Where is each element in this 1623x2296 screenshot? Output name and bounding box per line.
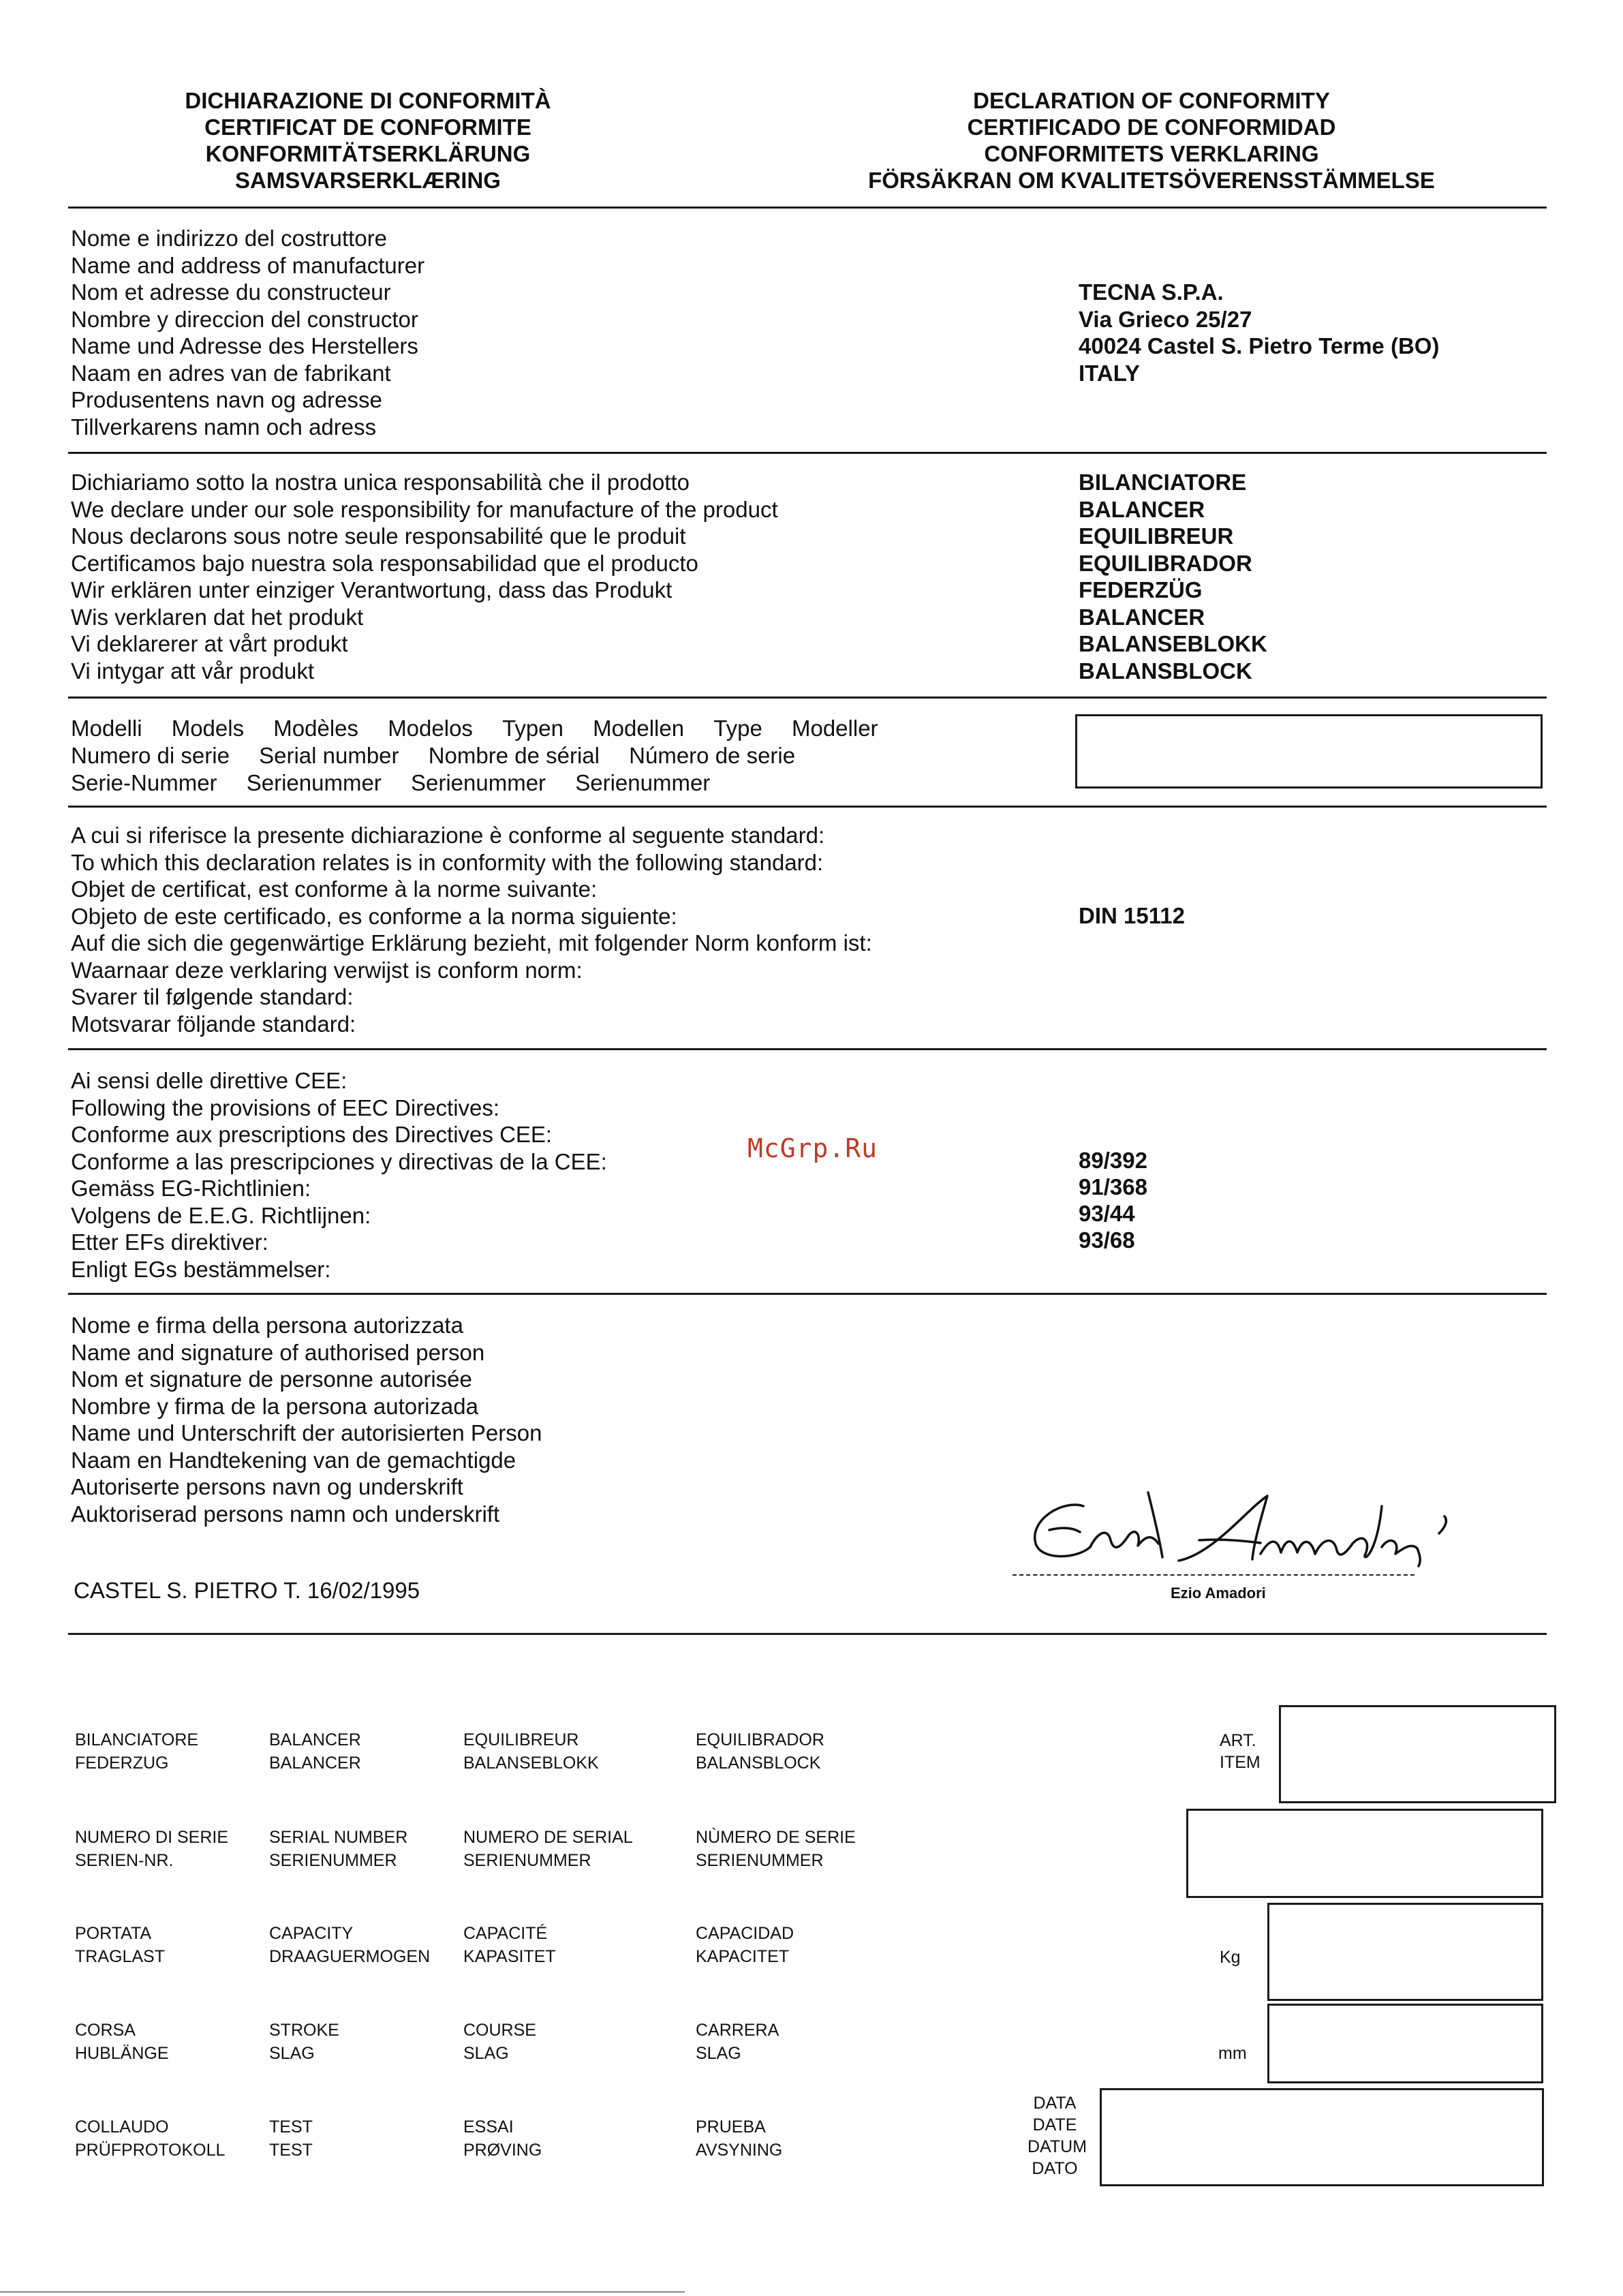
form-cell <box>463 1922 556 1968</box>
product-value: FEDERZÜG <box>1079 577 1203 602</box>
manufacturer-value: ITALY <box>1079 360 1140 386</box>
serial-token: Serial number <box>259 743 399 768</box>
form-cell <box>463 2019 536 2065</box>
form-cell <box>269 1826 407 1872</box>
form-cell <box>269 2115 313 2162</box>
manufacturer-label: Nombre y direccion del constructor <box>71 306 418 332</box>
form-label: STROKE <box>269 2021 339 2040</box>
section-divider <box>68 697 1547 699</box>
form-label: CAPACITY <box>269 1924 354 1943</box>
header-left-line: CERTIFICAT DE CONFORMITE <box>204 114 531 140</box>
capacity-box[interactable] <box>1267 1903 1543 2001</box>
form-label: ESSAI <box>463 2117 514 2137</box>
form-label: CAPACIDAD <box>696 1924 794 1943</box>
section-divider <box>68 206 1547 209</box>
manufacturer-value: Via Grieco 25/27 <box>1079 306 1252 332</box>
product-label: Wis verklaren dat het produkt <box>71 604 364 630</box>
signature-label: Auktoriserad persons namn och underskrift <box>71 1501 500 1527</box>
product-label: Wir erklären unter einziger Verantwortung, dass das Produkt <box>71 577 673 602</box>
section-divider <box>68 452 1547 454</box>
signatory-name: Ezio Amadori <box>1171 1585 1266 1602</box>
watermark-text: McGrp.Ru <box>747 1133 878 1163</box>
standard-labels <box>71 822 872 1037</box>
product-label: Dichiariamo sotto la nostra unica responsabilità che il prodotto <box>71 470 690 495</box>
unit-label: mm <box>1218 2044 1247 2063</box>
directive-number: 93/68 <box>1079 1227 1135 1253</box>
header-right-line: CONFORMITETS VERKLARING <box>984 141 1319 166</box>
place-and-date: CASTEL S. PIETRO T. 16/02/1995 <box>74 1578 420 1603</box>
scan-edge-line <box>0 2291 685 2293</box>
section-divider <box>68 806 1547 808</box>
stroke-box[interactable] <box>1267 2004 1543 2083</box>
form-cell <box>696 2115 782 2162</box>
header-right-line: FÖRSÄKRAN OM KVALITETSÖVERENSSTÄMMELSE <box>868 168 1435 193</box>
form-cell <box>463 1728 599 1775</box>
form-label: PRUEBA <box>696 2117 766 2137</box>
form-label: COLLAUDO <box>75 2117 169 2137</box>
manufacturer-label: Produsentens navn og adresse <box>71 387 382 412</box>
serial-token: Serienummer <box>575 770 711 795</box>
directive-number: 93/44 <box>1079 1201 1135 1226</box>
header-right-line: DECLARATION OF CONFORMITY <box>973 88 1330 113</box>
form-label: BILANCIATORE <box>75 1730 199 1749</box>
form-cell <box>75 1728 198 1775</box>
signature-label: Name und Unterschrift der autorisierten Person <box>71 1420 542 1445</box>
form-label: PORTATA <box>75 1924 152 1943</box>
product-label: Certificamos bajo nuestra sola responsabilidad que el producto <box>71 550 698 576</box>
models-token: Modelos <box>388 716 473 741</box>
model-serial-box[interactable] <box>1075 714 1543 789</box>
header-left-line: DICHIARAZIONE DI CONFORMITÀ <box>185 88 551 113</box>
manufacturer-labels <box>71 225 424 440</box>
product-value: BALANCER <box>1079 496 1205 522</box>
manufacturer-label: Name und Adresse des Herstellers <box>71 333 418 358</box>
form-cell <box>269 1728 361 1775</box>
unit-label: DATUM <box>1027 2137 1087 2156</box>
standard-label: Svarer til følgende standard: <box>71 984 354 1009</box>
directive-labels <box>71 1067 607 1283</box>
form-label: SERIENUMMER <box>463 1851 591 1870</box>
form-label: PRØVING <box>463 2141 542 2160</box>
date-box[interactable] <box>1100 2088 1544 2186</box>
product-label: Vi intygar att vår produkt <box>71 658 315 684</box>
unit-label: DATA <box>1033 2094 1077 2113</box>
form-label: TEST <box>269 2141 313 2160</box>
form-label: TRAGLAST <box>75 1947 165 1966</box>
form-cell <box>463 1826 633 1872</box>
form-label: BALANSEBLOKK <box>463 1754 599 1773</box>
product-value: BALANSBLOCK <box>1079 658 1252 684</box>
serial-token: Nombre de sérial <box>428 743 600 768</box>
manufacturer-label: Name and address of manufacturer <box>71 252 425 278</box>
product-label: Nous declarons sous notre seule responsabilité que le produit <box>71 523 686 549</box>
form-label: SLAG <box>696 2044 741 2063</box>
manufacturer-value: TECNA S.P.A. <box>1079 279 1224 305</box>
serial-row <box>71 743 818 769</box>
manufacturer-label: Nom et adresse du constructeur <box>71 279 391 305</box>
signature-label: Nome e firma della persona autorizzata <box>71 1313 463 1338</box>
directive-label: Ai sensi delle direttive CEE: <box>71 1068 347 1093</box>
models-token: Type <box>713 716 762 741</box>
form-label: NÙMERO DE SERIE <box>696 1828 856 1847</box>
models-token: Typen <box>502 716 563 741</box>
product-value: BALANCER <box>1079 604 1205 630</box>
directive-label: Etter EFs direktiver: <box>71 1229 268 1255</box>
standard-label: Objeto de este certificado, es conforme a la norma siguiente: <box>71 903 677 929</box>
standard-label: A cui si riferisce la presente dichiarazione è conforme al seguente standard: <box>71 823 825 848</box>
form-label: SERIEN-NR. <box>75 1851 174 1870</box>
form-label: NUMERO DI SERIE <box>75 1828 229 1847</box>
directive-label: Following the provisions of EEC Directives: <box>71 1095 500 1120</box>
form-cell <box>75 2115 225 2162</box>
serial-token: Serie-Nummer <box>71 770 217 795</box>
product-label: Vi deklarerer at vårt produkt <box>71 631 348 656</box>
standard-label: Motsvarar följande standard: <box>71 1011 356 1037</box>
serial-token: Numero di serie <box>71 743 230 768</box>
models-token: Modelli <box>71 716 142 741</box>
directive-values <box>1079 1147 1147 1253</box>
form-label: SLAG <box>463 2044 509 2063</box>
signature-label: Nom et signature de personne autorisée <box>71 1366 472 1392</box>
form-label: SERIENUMMER <box>696 1851 824 1870</box>
product-value: BALANSEBLOKK <box>1079 631 1267 656</box>
form-cell <box>269 2019 339 2065</box>
form-label: HUBLÄNGE <box>75 2044 169 2063</box>
form-label: SERIAL NUMBER <box>269 1828 408 1847</box>
form-cell <box>696 1728 824 1775</box>
serial-token: Número de serie <box>629 743 796 768</box>
form-label: CORSA <box>75 2021 136 2040</box>
form-cell <box>75 1826 228 1872</box>
models-token: Models <box>171 716 245 741</box>
serial-token: Serienummer <box>246 770 382 795</box>
signature-line <box>1013 1574 1415 1576</box>
standard-label: Waarnaar deze verklaring verwijst is conform norm: <box>71 957 583 983</box>
signature-label: Naam en Handtekening van de gemachtigde <box>71 1447 516 1473</box>
form-label: DRAAGUERMOGEN <box>269 1947 431 1966</box>
form-label: BALANCER <box>269 1754 361 1773</box>
standard-value <box>1079 902 1185 930</box>
unit-label: DATO <box>1032 2159 1078 2178</box>
unit-label: ITEM <box>1220 1753 1261 1772</box>
form-label: KAPACITET <box>696 1947 790 1966</box>
form-label: AVSYNING <box>696 2141 783 2160</box>
form-label: CARRERA <box>696 2021 779 2040</box>
manufacturer-label: Naam en adres van de fabrikant <box>71 360 391 386</box>
stroke-unit <box>1218 2042 1247 2064</box>
product-label: We declare under our sole responsibility for manufacture of the product <box>71 496 778 522</box>
standard-code: DIN 15112 <box>1079 903 1185 928</box>
form-label: SLAG <box>269 2044 315 2063</box>
header-left-line: KONFORMITÄTSERKLÄRUNG <box>205 141 531 166</box>
form-label: EQUILIBREUR <box>463 1730 579 1749</box>
header-left-line: SAMSVARSERKLÆRING <box>235 168 501 193</box>
item-box[interactable] <box>1279 1705 1556 1803</box>
product-value: EQUILIBREUR <box>1079 523 1234 549</box>
models-token: Modellen <box>593 716 685 741</box>
form-cell <box>463 2115 542 2162</box>
header-right <box>838 87 1465 194</box>
product-value: EQUILIBRADOR <box>1079 550 1252 576</box>
form-label: EQUILIBRADOR <box>696 1730 824 1749</box>
serial-number-box[interactable] <box>1186 1809 1543 1898</box>
unit-label: Kg <box>1220 1948 1241 1967</box>
unit-label: DATE <box>1032 2115 1077 2134</box>
signature-label: Name and signature of authorised person <box>71 1339 485 1365</box>
form-label: BALANSBLOCK <box>696 1754 821 1773</box>
art-item-label <box>1220 1730 1261 1773</box>
form-cell <box>696 2019 779 2065</box>
standard-label: Objet de certificat, est conforme à la norme suivante: <box>71 876 598 902</box>
form-cell <box>696 1922 794 1968</box>
form-label: SERIENUMMER <box>269 1851 397 1870</box>
form-cell <box>75 2019 169 2065</box>
form-label: CAPACITÉ <box>463 1924 548 1943</box>
manufacturer-address <box>1079 279 1439 386</box>
manufacturer-label: Tillverkarens namn och adress <box>71 414 377 440</box>
directive-label: Conforme a las prescripciones y directivas de la CEE: <box>71 1148 607 1174</box>
directive-label: Gemäss EG-Richtlinien: <box>71 1176 311 1201</box>
manufacturer-label: Nome e indirizzo del costruttore <box>71 226 388 251</box>
form-cell <box>696 1826 856 1872</box>
directive-label: Conforme aux prescriptions des Directives CEE: <box>71 1122 553 1147</box>
serial-row-2 <box>71 770 733 796</box>
header-right-line: CERTIFICADO DE CONFORMIDAD <box>967 114 1336 140</box>
serial-token: Serienummer <box>410 770 546 795</box>
form-label: NUMERO DE SERIAL <box>463 1828 633 1847</box>
models-row <box>71 716 901 741</box>
form-label: FEDERZUG <box>75 1754 169 1773</box>
date-labels <box>1027 2092 1087 2179</box>
models-token: Modèles <box>273 716 359 741</box>
directive-label: Enligt EGs bestämmelser: <box>71 1256 331 1282</box>
form-label: KAPASITET <box>463 1947 556 1966</box>
unit-label: ART. <box>1220 1731 1256 1750</box>
standard-label: To which this declaration relates is in conformity with the following standard: <box>71 849 824 875</box>
section-divider <box>68 1293 1547 1295</box>
form-label: COURSE <box>463 2021 536 2040</box>
models-token: Modeller <box>791 716 878 741</box>
signature-label: Autoriserte persons navn og underskrift <box>71 1474 463 1499</box>
directive-number: 91/368 <box>1079 1174 1147 1199</box>
directive-label: Volgens de E.E.G. Richtlijnen: <box>71 1202 371 1228</box>
product-labels <box>71 469 778 684</box>
capacity-unit <box>1220 1946 1241 1968</box>
form-label: PRÜFPROTOKOLL <box>75 2141 226 2160</box>
product-names <box>1079 469 1267 684</box>
product-value: BILANCIATORE <box>1079 470 1247 495</box>
directive-number: 89/392 <box>1079 1148 1147 1173</box>
signature-labels <box>71 1312 542 1527</box>
form-label: TEST <box>269 2117 313 2137</box>
form-cell <box>269 1922 430 1968</box>
handwritten-signature <box>1008 1479 1458 1588</box>
section-divider <box>68 1633 1547 1635</box>
section-divider <box>68 1048 1547 1050</box>
form-cell <box>75 1922 165 1968</box>
form-label: BALANCER <box>269 1730 361 1749</box>
manufacturer-value: 40024 Castel S. Pietro Terme (BO) <box>1079 333 1440 358</box>
standard-label: Auf die sich die gegenwärtige Erklärung bezieht, mit folgender Norm konform ist: <box>71 930 872 955</box>
header-left <box>109 87 627 194</box>
signature-label: Nombre y firma de la persona autorizada <box>71 1393 478 1419</box>
